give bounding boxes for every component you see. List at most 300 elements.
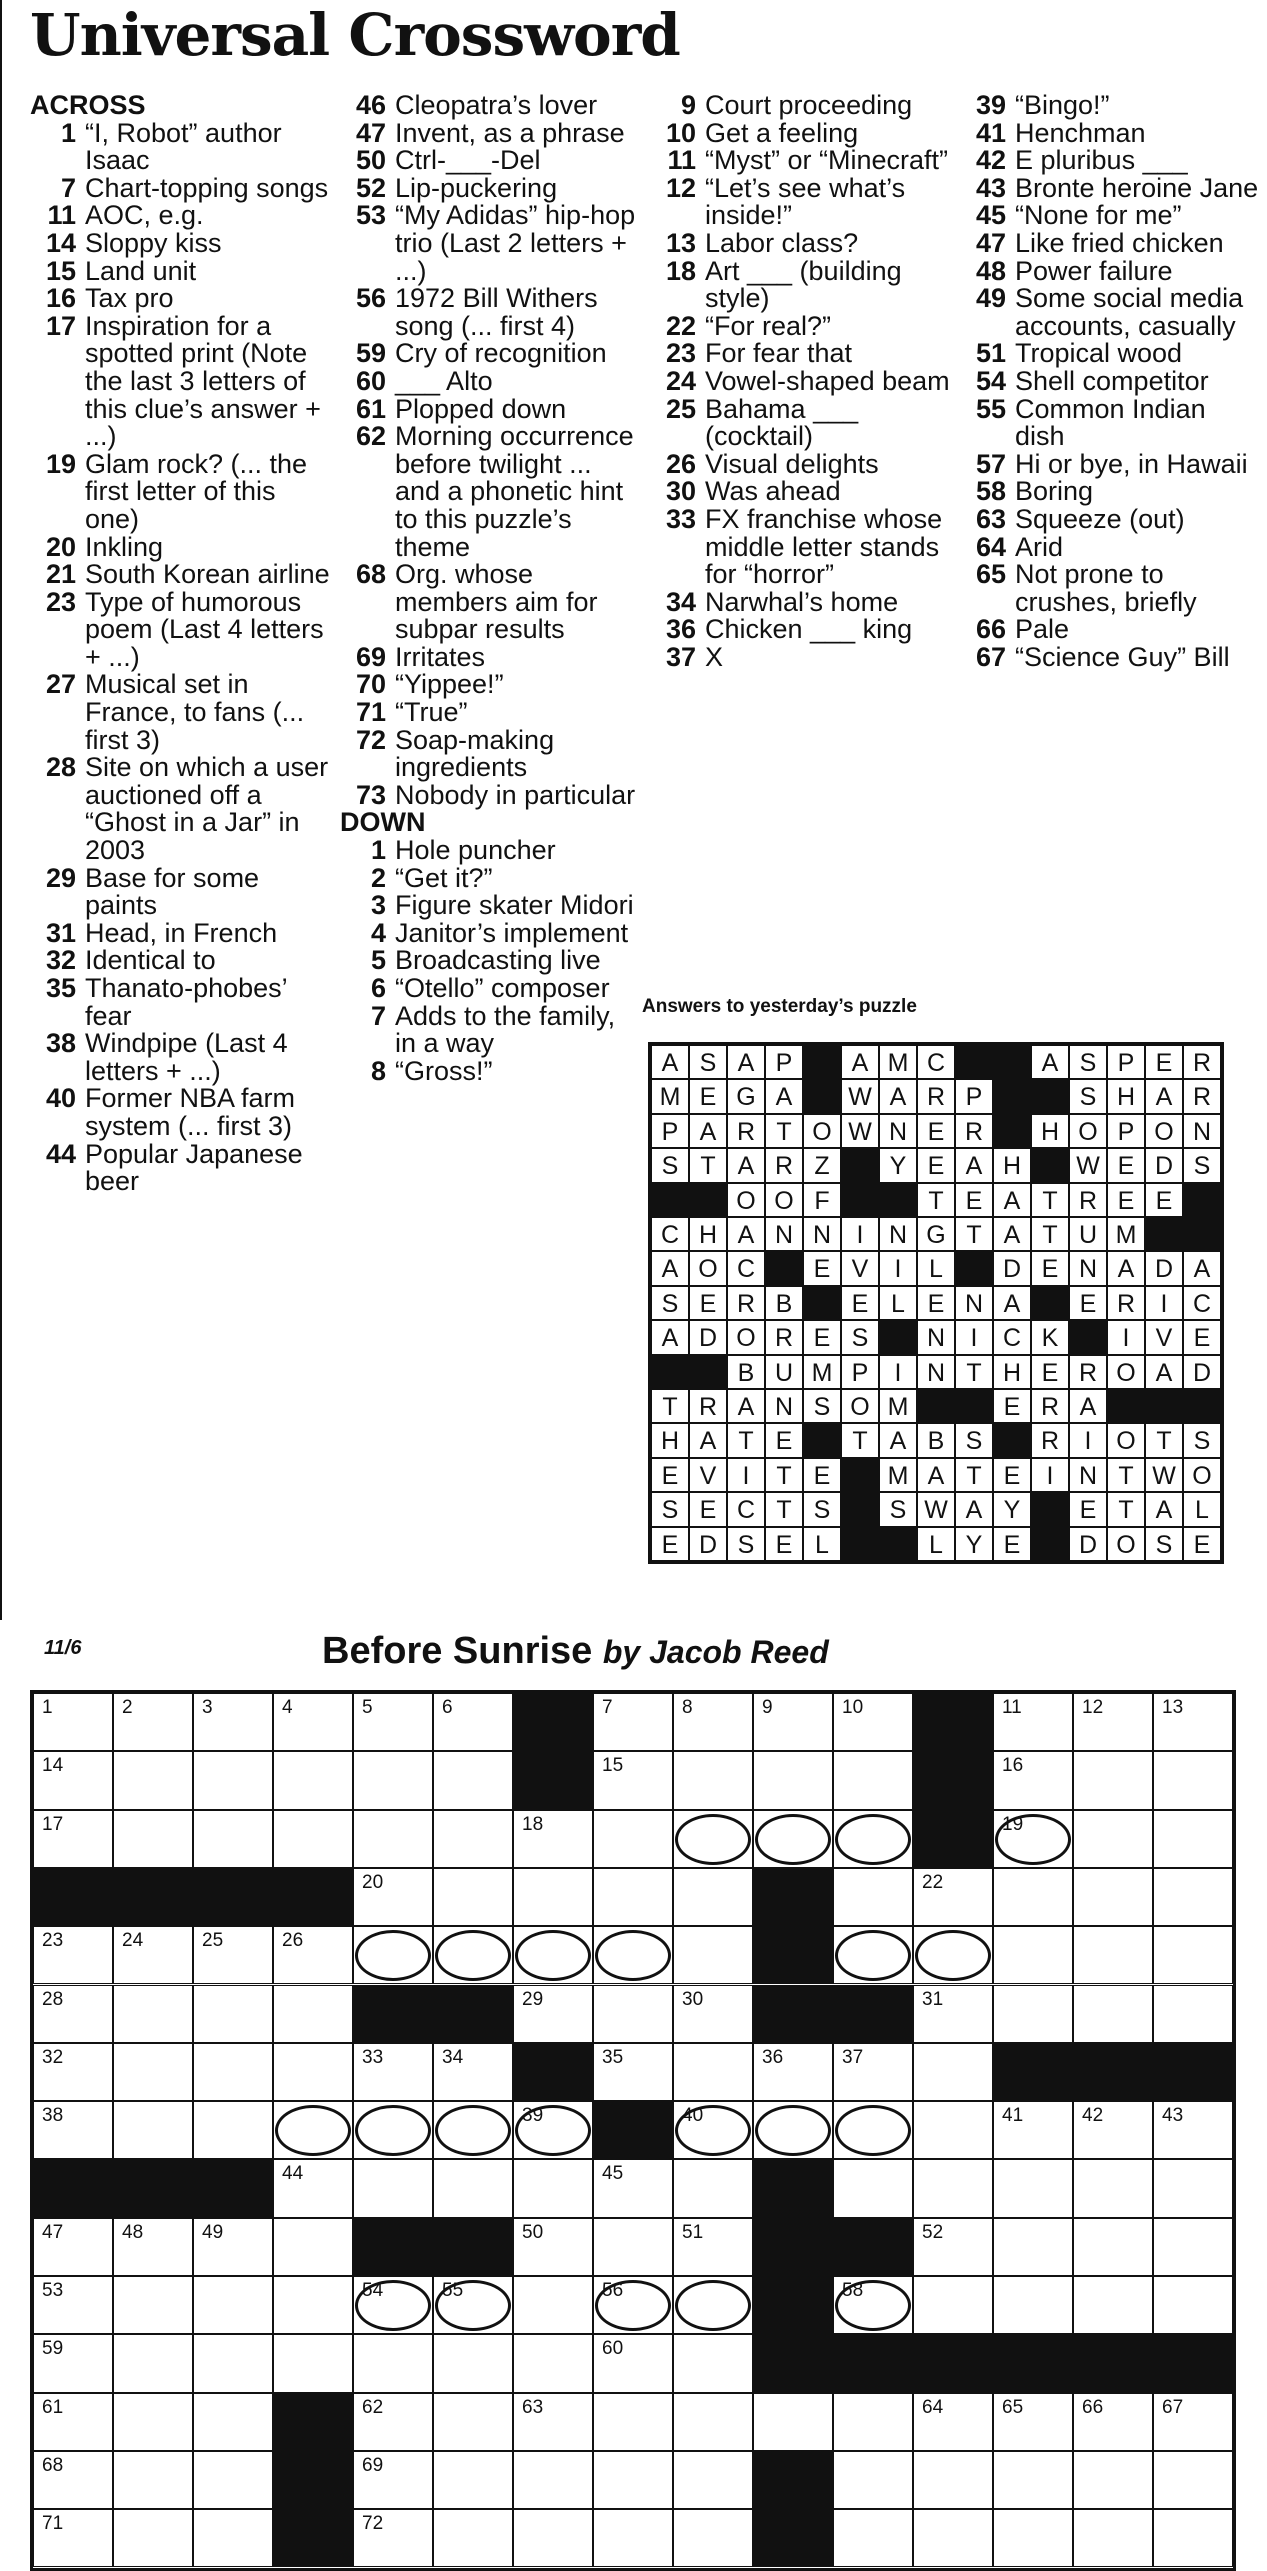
grid-cell[interactable] bbox=[1153, 1693, 1233, 1751]
grid-cell[interactable] bbox=[833, 1868, 913, 1926]
grid-cell[interactable] bbox=[1153, 2393, 1233, 2451]
grid-cell[interactable] bbox=[513, 2159, 593, 2217]
grid-cell[interactable] bbox=[513, 2334, 593, 2392]
answer-cell: N bbox=[955, 1286, 993, 1320]
grid-cell[interactable] bbox=[833, 1926, 913, 1984]
grid-cell[interactable] bbox=[593, 2334, 673, 2392]
grid-cell[interactable] bbox=[673, 2159, 753, 2217]
grid-cell[interactable] bbox=[33, 2334, 113, 2392]
answer-cell: R bbox=[1031, 1389, 1069, 1423]
answer-cell: P bbox=[841, 1355, 879, 1389]
answer-cell: B bbox=[765, 1286, 803, 1320]
circle-mark bbox=[435, 2105, 511, 2156]
black-square bbox=[273, 2451, 353, 2509]
grid-cell[interactable] bbox=[593, 2043, 673, 2101]
cell-number: 49 bbox=[202, 2221, 224, 2243]
grid-cell[interactable] bbox=[1153, 1926, 1233, 1984]
cell-number: 42 bbox=[1082, 2105, 1104, 2127]
cell-number: 68 bbox=[42, 2454, 64, 2476]
answer-cell: R bbox=[1069, 1183, 1107, 1217]
clue-number: 73 bbox=[355, 779, 386, 810]
grid-cell[interactable] bbox=[193, 1926, 273, 1984]
grid-cell[interactable] bbox=[1073, 2451, 1153, 2509]
grid-cell[interactable] bbox=[913, 2043, 993, 2101]
answer-cell: G bbox=[917, 1217, 955, 1251]
cell-number: 41 bbox=[1002, 2105, 1024, 2127]
grid-cell[interactable] bbox=[593, 1868, 673, 1926]
grid-cell[interactable] bbox=[193, 2101, 273, 2159]
grid-cell[interactable] bbox=[193, 1751, 273, 1809]
answer-cell: S bbox=[727, 1527, 765, 1561]
grid-cell[interactable] bbox=[913, 2159, 993, 2217]
grid-cell[interactable] bbox=[673, 1926, 753, 1984]
grid-cell[interactable] bbox=[513, 1810, 593, 1868]
clue-number: 40 bbox=[45, 1083, 76, 1114]
cell-number: 37 bbox=[842, 2046, 864, 2068]
grid-cell[interactable] bbox=[433, 1868, 513, 1926]
grid-cell[interactable] bbox=[753, 1751, 833, 1809]
answer-cell: T bbox=[1145, 1423, 1183, 1457]
grid-cell[interactable] bbox=[353, 1810, 433, 1868]
down-clue bbox=[960, 641, 1260, 672]
answer-cell: S bbox=[689, 1045, 727, 1079]
grid-cell[interactable] bbox=[593, 2393, 673, 2451]
down-clue bbox=[650, 227, 950, 258]
grid-cell[interactable] bbox=[1073, 2276, 1153, 2334]
grid-cell[interactable] bbox=[513, 2393, 593, 2451]
clue-text: Cry of recognition bbox=[395, 338, 607, 369]
grid-cell[interactable] bbox=[833, 1810, 913, 1868]
grid-cell[interactable] bbox=[433, 2043, 513, 2101]
grid-cell[interactable] bbox=[113, 2101, 193, 2159]
grid-cell[interactable] bbox=[1073, 1868, 1153, 1926]
black-square bbox=[993, 1045, 1031, 1079]
grid-cell[interactable] bbox=[913, 2393, 993, 2451]
black-square bbox=[651, 1183, 689, 1217]
grid-cell[interactable] bbox=[753, 2043, 833, 2101]
answer-cell: P bbox=[651, 1114, 689, 1148]
grid-cell[interactable] bbox=[273, 1985, 353, 2043]
grid-cell[interactable] bbox=[993, 1868, 1073, 1926]
black-square bbox=[879, 1527, 917, 1561]
grid-cell[interactable] bbox=[1073, 1751, 1153, 1809]
grid-cell[interactable] bbox=[353, 2509, 433, 2567]
grid-cell[interactable] bbox=[913, 1868, 993, 1926]
grid-cell[interactable] bbox=[593, 1693, 673, 1751]
grid-cell[interactable] bbox=[833, 2101, 913, 2159]
clue-text: “Myst” or “Minecraft” bbox=[705, 145, 948, 176]
grid-cell[interactable] bbox=[113, 2043, 193, 2101]
grid-cell[interactable] bbox=[593, 1751, 673, 1809]
grid-cell[interactable] bbox=[353, 2334, 433, 2392]
grid-cell[interactable] bbox=[1073, 2159, 1153, 2217]
answer-cell: O bbox=[803, 1114, 841, 1148]
grid-cell[interactable] bbox=[273, 2043, 353, 2101]
grid-cell[interactable] bbox=[1153, 2159, 1233, 2217]
grid-cell[interactable] bbox=[593, 2451, 673, 2509]
grid-cell[interactable] bbox=[1073, 1810, 1153, 1868]
grid-cell[interactable] bbox=[33, 2218, 113, 2276]
page-title: Universal Crossword bbox=[30, 1, 680, 69]
answer-cell: T bbox=[955, 1355, 993, 1389]
grid-cell[interactable] bbox=[1073, 2218, 1153, 2276]
grid-cell[interactable] bbox=[913, 2218, 993, 2276]
grid-cell[interactable] bbox=[113, 2218, 193, 2276]
black-square bbox=[1145, 1389, 1183, 1423]
grid-cell[interactable] bbox=[673, 2276, 753, 2334]
grid-cell[interactable] bbox=[433, 2451, 513, 2509]
grid-cell[interactable] bbox=[993, 1926, 1073, 1984]
clue-text: “Yippee!” bbox=[395, 669, 504, 700]
grid-cell[interactable] bbox=[833, 2393, 913, 2451]
grid-cell[interactable] bbox=[1153, 2276, 1233, 2334]
clue-number: 52 bbox=[355, 172, 386, 203]
grid-cell[interactable] bbox=[193, 2451, 273, 2509]
grid-cell[interactable] bbox=[993, 1985, 1073, 2043]
grid-cell[interactable] bbox=[433, 2334, 513, 2392]
grid-cell[interactable] bbox=[1073, 2509, 1153, 2567]
answer-cell: R bbox=[955, 1114, 993, 1148]
grid-cell[interactable] bbox=[1153, 1810, 1233, 1868]
grid-cell[interactable] bbox=[753, 2393, 833, 2451]
grid-cell[interactable] bbox=[673, 1810, 753, 1868]
grid-cell[interactable] bbox=[913, 1926, 993, 1984]
grid-cell[interactable] bbox=[513, 2509, 593, 2567]
grid-cell[interactable] bbox=[753, 2101, 833, 2159]
grid-cell[interactable] bbox=[833, 2509, 913, 2567]
clue-text: Figure skater Midori bbox=[395, 890, 634, 921]
black-square bbox=[1183, 1183, 1221, 1217]
grid-cell[interactable] bbox=[1153, 2218, 1233, 2276]
grid-cell[interactable] bbox=[673, 1693, 753, 1751]
grid-cell[interactable] bbox=[993, 2101, 1073, 2159]
grid-cell[interactable] bbox=[593, 2509, 673, 2567]
grid-cell[interactable] bbox=[113, 2509, 193, 2567]
across-clue bbox=[30, 227, 330, 258]
answer-cell: A bbox=[879, 1079, 917, 1113]
answer-cell: B bbox=[727, 1355, 765, 1389]
clue-text: Bahama ___ (cocktail) bbox=[705, 393, 859, 452]
clue-number: 18 bbox=[665, 255, 696, 286]
grid-cell[interactable] bbox=[673, 2334, 753, 2392]
grid-cell[interactable] bbox=[353, 2043, 433, 2101]
grid-cell[interactable] bbox=[513, 1868, 593, 1926]
grid-cell[interactable] bbox=[513, 1926, 593, 1984]
clue-text: “Let’s see what’s inside!” bbox=[705, 172, 906, 231]
grid-cell[interactable] bbox=[193, 2276, 273, 2334]
grid-cell[interactable] bbox=[513, 1985, 593, 2043]
grid-cell[interactable] bbox=[593, 2276, 673, 2334]
grid-cell[interactable] bbox=[1073, 2393, 1153, 2451]
grid-cell[interactable] bbox=[33, 1810, 113, 1868]
cell-number: 33 bbox=[362, 2046, 384, 2068]
grid-cell[interactable] bbox=[673, 2043, 753, 2101]
grid-cell[interactable] bbox=[193, 2334, 273, 2392]
down-clue bbox=[650, 340, 950, 368]
grid-cell[interactable] bbox=[33, 1751, 113, 1809]
grid-cell[interactable] bbox=[273, 1926, 353, 1984]
grid-cell[interactable] bbox=[913, 2509, 993, 2567]
grid-cell[interactable] bbox=[353, 1751, 433, 1809]
clue-number: 46 bbox=[355, 90, 386, 120]
down-clue bbox=[650, 393, 950, 452]
grid-cell[interactable] bbox=[273, 2276, 353, 2334]
black-square bbox=[993, 2334, 1073, 2392]
answer-cell: T bbox=[1107, 1458, 1145, 1492]
across-clue bbox=[30, 202, 330, 230]
grid-cell[interactable] bbox=[833, 1751, 913, 1809]
grid-cell[interactable] bbox=[33, 2276, 113, 2334]
grid-cell[interactable] bbox=[113, 1926, 193, 1984]
answer-cell: I bbox=[1031, 1458, 1069, 1492]
grid-cell[interactable] bbox=[113, 2451, 193, 2509]
grid-cell[interactable] bbox=[433, 2101, 513, 2159]
grid-cell[interactable] bbox=[193, 2043, 273, 2101]
answer-cell: H bbox=[689, 1217, 727, 1251]
grid-cell[interactable] bbox=[833, 2159, 913, 2217]
clue-text: Adds to the family, in a way bbox=[395, 1000, 616, 1059]
grid-cell[interactable] bbox=[913, 2276, 993, 2334]
clue-number: 68 bbox=[355, 559, 386, 590]
grid-cell[interactable] bbox=[673, 2451, 753, 2509]
cell-number: 38 bbox=[42, 2105, 64, 2127]
grid-cell[interactable] bbox=[353, 1868, 433, 1926]
grid-cell[interactable] bbox=[1153, 2101, 1233, 2159]
clue-number: 51 bbox=[975, 338, 1006, 369]
grid-cell[interactable] bbox=[433, 2159, 513, 2217]
answer-cell: L bbox=[803, 1527, 841, 1561]
grid-cell[interactable] bbox=[113, 2276, 193, 2334]
grid-cell[interactable] bbox=[113, 2393, 193, 2451]
grid-cell[interactable] bbox=[1073, 1926, 1153, 1984]
grid-cell[interactable] bbox=[673, 2218, 753, 2276]
answer-cell: N bbox=[879, 1217, 917, 1251]
grid-cell[interactable] bbox=[913, 1985, 993, 2043]
grid-cell[interactable] bbox=[33, 1926, 113, 1984]
grid-cell[interactable] bbox=[1153, 2509, 1233, 2567]
grid-cell[interactable] bbox=[993, 2276, 1073, 2334]
clue-text: Tropical wood bbox=[1015, 338, 1183, 369]
black-square bbox=[753, 1985, 833, 2043]
answer-cell: I bbox=[1069, 1423, 1107, 1457]
grid-cell[interactable] bbox=[993, 2509, 1073, 2567]
answer-cell: M bbox=[803, 1355, 841, 1389]
grid-cell[interactable] bbox=[753, 1810, 833, 1868]
grid-cell[interactable] bbox=[913, 2451, 993, 2509]
grid-cell[interactable] bbox=[833, 2451, 913, 2509]
answer-cell: A bbox=[1183, 1251, 1221, 1285]
grid-cell[interactable] bbox=[193, 2218, 273, 2276]
answer-cell: E bbox=[1183, 1320, 1221, 1354]
grid-cell[interactable] bbox=[1073, 2101, 1153, 2159]
answer-cell: E bbox=[1031, 1355, 1069, 1389]
grid-cell[interactable] bbox=[353, 2159, 433, 2217]
answer-cell: D bbox=[1183, 1355, 1221, 1389]
grid-cell[interactable] bbox=[113, 1985, 193, 2043]
grid-cell[interactable] bbox=[993, 2451, 1073, 2509]
grid-cell[interactable] bbox=[1153, 1985, 1233, 2043]
grid-cell[interactable] bbox=[273, 2218, 353, 2276]
grid-cell[interactable] bbox=[353, 2101, 433, 2159]
grid-cell[interactable] bbox=[193, 1985, 273, 2043]
grid-cell[interactable] bbox=[993, 2159, 1073, 2217]
answer-cell: A bbox=[689, 1114, 727, 1148]
answer-cell: D bbox=[689, 1320, 727, 1354]
black-square bbox=[353, 2218, 433, 2276]
cell-number: 8 bbox=[682, 1697, 693, 1718]
grid-cell[interactable] bbox=[1153, 1868, 1233, 1926]
answer-cell: E bbox=[689, 1079, 727, 1113]
black-square bbox=[753, 2509, 833, 2567]
grid-cell[interactable] bbox=[1073, 1985, 1153, 2043]
clue-number: 5 bbox=[370, 945, 386, 976]
grid-cell[interactable] bbox=[353, 1693, 433, 1751]
grid-cell[interactable] bbox=[673, 2101, 753, 2159]
cell-number: 18 bbox=[522, 1813, 544, 1835]
clue-number: 8 bbox=[370, 1055, 386, 1086]
grid-cell[interactable] bbox=[593, 1810, 673, 1868]
grid-cell[interactable] bbox=[113, 2334, 193, 2392]
grid-cell[interactable] bbox=[913, 2101, 993, 2159]
grid-cell[interactable] bbox=[273, 2101, 353, 2159]
grid-cell[interactable] bbox=[273, 2334, 353, 2392]
grid-cell[interactable] bbox=[33, 2043, 113, 2101]
grid-cell[interactable] bbox=[33, 1985, 113, 2043]
grid-cell[interactable] bbox=[353, 2393, 433, 2451]
grid-cell[interactable] bbox=[353, 1926, 433, 1984]
clue-text: Hole puncher bbox=[395, 835, 556, 866]
answer-cell: S bbox=[803, 1492, 841, 1526]
grid-cell[interactable] bbox=[433, 2276, 513, 2334]
grid-cell[interactable] bbox=[193, 2509, 273, 2567]
grid-cell[interactable] bbox=[113, 1751, 193, 1809]
grid-cell[interactable] bbox=[33, 2509, 113, 2567]
grid-cell[interactable] bbox=[513, 2101, 593, 2159]
across-column-2 bbox=[340, 92, 640, 1085]
down-clue bbox=[650, 172, 950, 231]
grid-cell[interactable] bbox=[33, 2393, 113, 2451]
black-square bbox=[955, 1251, 993, 1285]
grid-cell[interactable] bbox=[593, 2159, 673, 2217]
grid-cell[interactable] bbox=[593, 2218, 673, 2276]
black-square bbox=[753, 2218, 833, 2276]
black-square bbox=[1107, 1389, 1145, 1423]
answer-cell: G bbox=[727, 1079, 765, 1113]
grid-cell[interactable] bbox=[593, 1985, 673, 2043]
across-clue bbox=[340, 285, 640, 340]
black-square bbox=[1183, 1389, 1221, 1423]
clue-number: 32 bbox=[45, 945, 76, 976]
across-column-1 bbox=[30, 92, 330, 1196]
black-square bbox=[993, 1079, 1031, 1113]
answer-cell: E bbox=[841, 1286, 879, 1320]
answer-cell: R bbox=[727, 1114, 765, 1148]
clue-text: “I, Robot” author Isaac bbox=[85, 117, 282, 176]
grid-cell[interactable] bbox=[113, 1810, 193, 1868]
grid-cell[interactable] bbox=[513, 2276, 593, 2334]
grid-cell[interactable] bbox=[193, 2393, 273, 2451]
grid-cell[interactable] bbox=[433, 2509, 513, 2567]
clue-text: Sloppy kiss bbox=[85, 227, 222, 258]
answer-cell: H bbox=[1031, 1114, 1069, 1148]
answer-cell: L bbox=[1183, 1492, 1221, 1526]
answer-cell: O bbox=[1107, 1355, 1145, 1389]
clue-text: Henchman bbox=[1015, 117, 1146, 148]
grid-cell[interactable] bbox=[433, 2393, 513, 2451]
grid-cell[interactable] bbox=[433, 1693, 513, 1751]
grid-cell[interactable] bbox=[33, 1693, 113, 1751]
grid-cell[interactable] bbox=[193, 1810, 273, 1868]
grid-cell[interactable] bbox=[513, 2451, 593, 2509]
clue-number: 67 bbox=[975, 641, 1006, 672]
grid-cell[interactable] bbox=[993, 1810, 1073, 1868]
answer-cell: N bbox=[765, 1389, 803, 1423]
clue-text: Cleopatra’s lover bbox=[395, 90, 598, 120]
grid-cell[interactable] bbox=[273, 1810, 353, 1868]
grid-cell[interactable] bbox=[993, 2218, 1073, 2276]
answer-cell: O bbox=[1107, 1423, 1145, 1457]
answer-cell: R bbox=[1107, 1286, 1145, 1320]
grid-cell[interactable] bbox=[833, 2043, 913, 2101]
across-clue bbox=[30, 255, 330, 286]
grid-cell[interactable] bbox=[993, 1693, 1073, 1751]
grid-cell[interactable] bbox=[33, 2451, 113, 2509]
grid-cell[interactable] bbox=[993, 2393, 1073, 2451]
circle-mark bbox=[595, 1930, 671, 1981]
grid-cell[interactable] bbox=[353, 2276, 433, 2334]
grid-cell[interactable] bbox=[833, 1693, 913, 1751]
black-square bbox=[913, 2334, 993, 2392]
clue-text: FX franchise whose middle letter stands for “horror” bbox=[705, 503, 943, 590]
grid-cell[interactable] bbox=[353, 2451, 433, 2509]
grid-cell[interactable] bbox=[273, 2159, 353, 2217]
clue-number: 7 bbox=[60, 172, 76, 203]
black-square bbox=[113, 2159, 193, 2217]
black-square bbox=[803, 1423, 841, 1457]
clue-text: Popular Japanese beer bbox=[85, 1138, 303, 1197]
grid-cell[interactable] bbox=[673, 1868, 753, 1926]
grid-cell[interactable] bbox=[273, 1693, 353, 1751]
grid-cell[interactable] bbox=[753, 1693, 833, 1751]
grid-cell[interactable] bbox=[673, 1985, 753, 2043]
grid-cell[interactable] bbox=[673, 2509, 753, 2567]
answer-cell: T bbox=[765, 1492, 803, 1526]
grid-cell[interactable] bbox=[673, 1751, 753, 1809]
grid-cell[interactable] bbox=[1153, 1751, 1233, 1809]
black-square bbox=[753, 2276, 833, 2334]
grid-cell[interactable] bbox=[513, 2218, 593, 2276]
grid-cell[interactable] bbox=[1073, 1693, 1153, 1751]
grid-cell[interactable] bbox=[193, 1693, 273, 1751]
grid-cell[interactable] bbox=[833, 2276, 913, 2334]
grid-cell[interactable] bbox=[433, 1751, 513, 1809]
answer-cell: A bbox=[955, 1148, 993, 1182]
grid-cell[interactable] bbox=[433, 1810, 513, 1868]
grid-cell[interactable] bbox=[673, 2393, 753, 2451]
clue-number: 59 bbox=[355, 338, 386, 369]
grid-cell[interactable] bbox=[993, 1751, 1073, 1809]
grid-cell[interactable] bbox=[113, 1693, 193, 1751]
clue-text: Glam rock? (... the first letter of this one) bbox=[85, 448, 308, 534]
grid-cell[interactable] bbox=[33, 2101, 113, 2159]
grid-cell[interactable] bbox=[1153, 2451, 1233, 2509]
answer-cell: E bbox=[917, 1114, 955, 1148]
clue-text: Not prone to crushes, briefly bbox=[1015, 559, 1197, 617]
grid-cell[interactable] bbox=[433, 1926, 513, 1984]
clue-number: 30 bbox=[665, 476, 696, 507]
grid-cell[interactable] bbox=[273, 1751, 353, 1809]
grid-cell[interactable] bbox=[593, 1926, 673, 1984]
